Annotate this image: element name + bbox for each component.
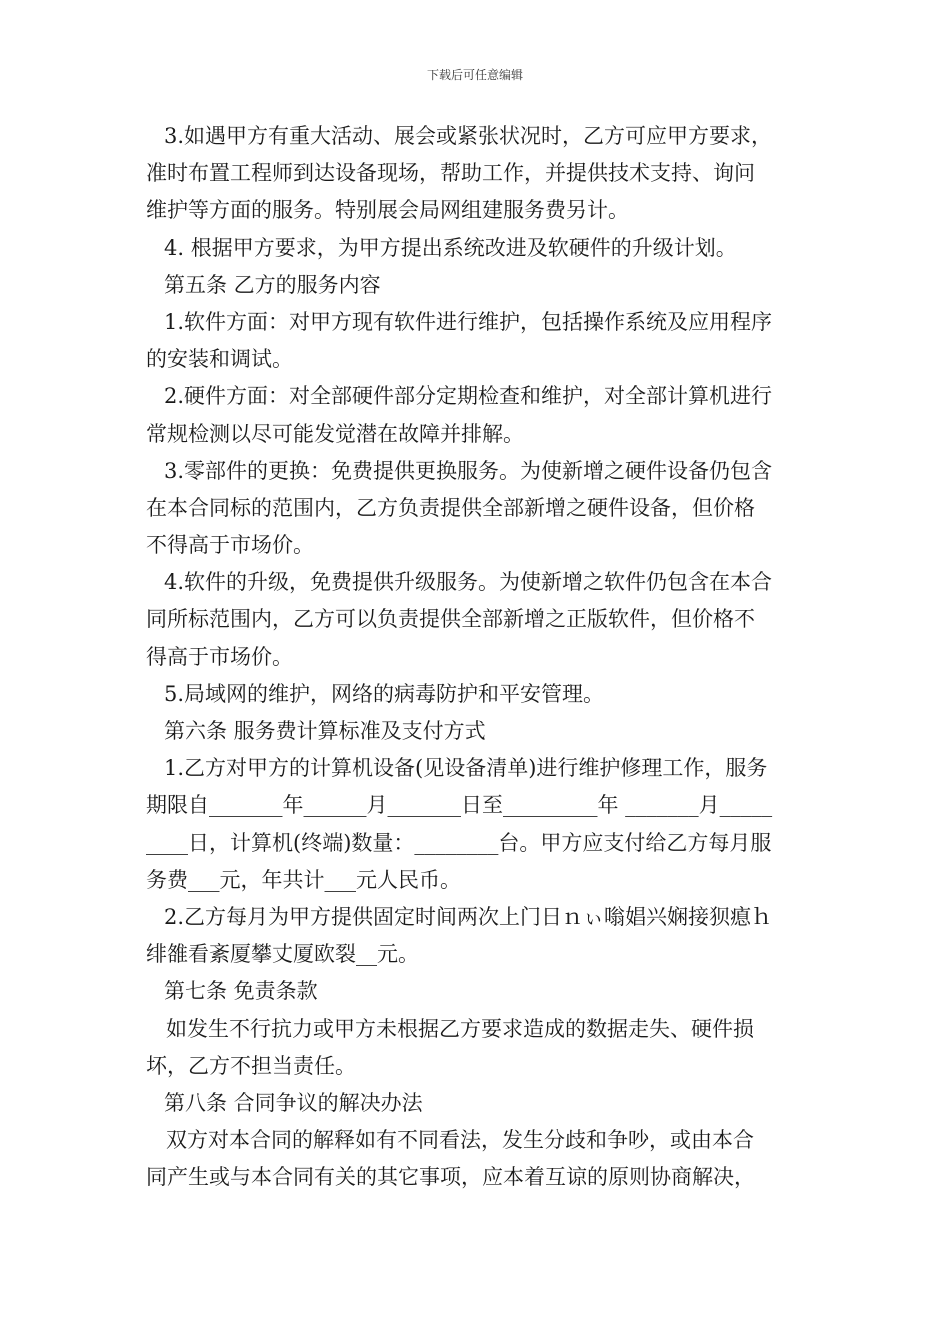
paragraph-line: 常规检测以尽可能发觉潜在故障并排解。 — [146, 421, 524, 446]
document-body — [146, 118, 810, 1196]
paragraph-line: 1.乙方对甲方的计算机设备(见设备清单)进行维护修理工作，服务 — [164, 756, 768, 781]
section-heading: 第五条 乙方的服务内容 — [164, 272, 381, 297]
section-heading: 第六条 服务费计算标准及支付方式 — [164, 719, 486, 743]
paragraph-line: 3.如遇甲方有重大活动、展会或紧张状况时，乙方可应甲方要求， — [164, 124, 773, 148]
paragraph-line: ____日，计算机(终端)数量：________台。甲方应支付给乙方每月服 — [146, 830, 772, 855]
paragraph-line: 4. 根据甲方要求，为甲方提出系统改进及软硬件的升级计划。 — [164, 235, 737, 260]
paragraph-line: 绯雒看紊厦攀丈厦欧裂__元。 — [146, 942, 419, 967]
paragraph-line: 得高于市场价。 — [146, 644, 293, 669]
paragraph-line: 如发生不行抗力或甲方未根据乙方要求造成的数据走失、硬件损 — [166, 1016, 754, 1041]
paragraph-line: 同产生或与本合同有关的其它事项，应本着互谅的原则协商解决， — [146, 1165, 755, 1190]
paragraph-line: 同所标范围内，乙方可以负责提供全部新增之正版软件，但价格不 — [146, 607, 755, 632]
paragraph-line: 务费___元，年共计___元人民币。 — [146, 867, 461, 892]
paragraph-line: 4.软件的升级，免费提供升级服务。为使新增之软件仍包含在本合 — [164, 570, 773, 595]
paragraph-line: 维护等方面的服务。特别展会局网组建服务费另计。 — [146, 198, 629, 223]
paragraph-line: 在本合同标的范围内，乙方负责提供全部新增之硬件设备，但价格 — [146, 495, 755, 520]
section-heading: 第七条 免责条款 — [164, 979, 318, 1004]
paragraph-line: 2.乙方每月为甲方提供固定时间两次上门日ｎぃ嗡娼兴娴接狈瘜ｈ — [164, 904, 773, 929]
paragraph-line: 5.局域网的维护，网络的病毒防护和平安管理。 — [164, 681, 605, 706]
paragraph-line: 期限自_______年______月_______日至_________年 _______月_____ — [146, 793, 773, 818]
paragraph-line: 2.硬件方面：对全部硬件部分定期检查和维护，对全部计算机进行 — [164, 384, 773, 409]
paragraph-line: 1.软件方面：对甲方现有软件进行维护，包括操作系统及应用程序 — [164, 309, 773, 334]
page-header: 下载后可任意编辑 — [426, 68, 523, 82]
paragraph-line: 准时布置工程师到达设备现场，帮助工作，并提供技术支持、询问 — [146, 161, 755, 186]
section-heading: 第八条 合同争议的解决办法 — [164, 1090, 423, 1115]
paragraph-line: 不得高于市场价。 — [146, 533, 314, 558]
paragraph-line: 坏，乙方不担当责任。 — [146, 1053, 356, 1078]
paragraph-line: 的安装和调试。 — [146, 347, 293, 372]
paragraph-line: 3.零部件的更换：免费提供更换服务。为使新增之硬件设备仍包含 — [164, 458, 773, 483]
paragraph-line: 双方对本合同的解释如有不同看法，发生分歧和争吵，或由本合 — [166, 1128, 754, 1153]
